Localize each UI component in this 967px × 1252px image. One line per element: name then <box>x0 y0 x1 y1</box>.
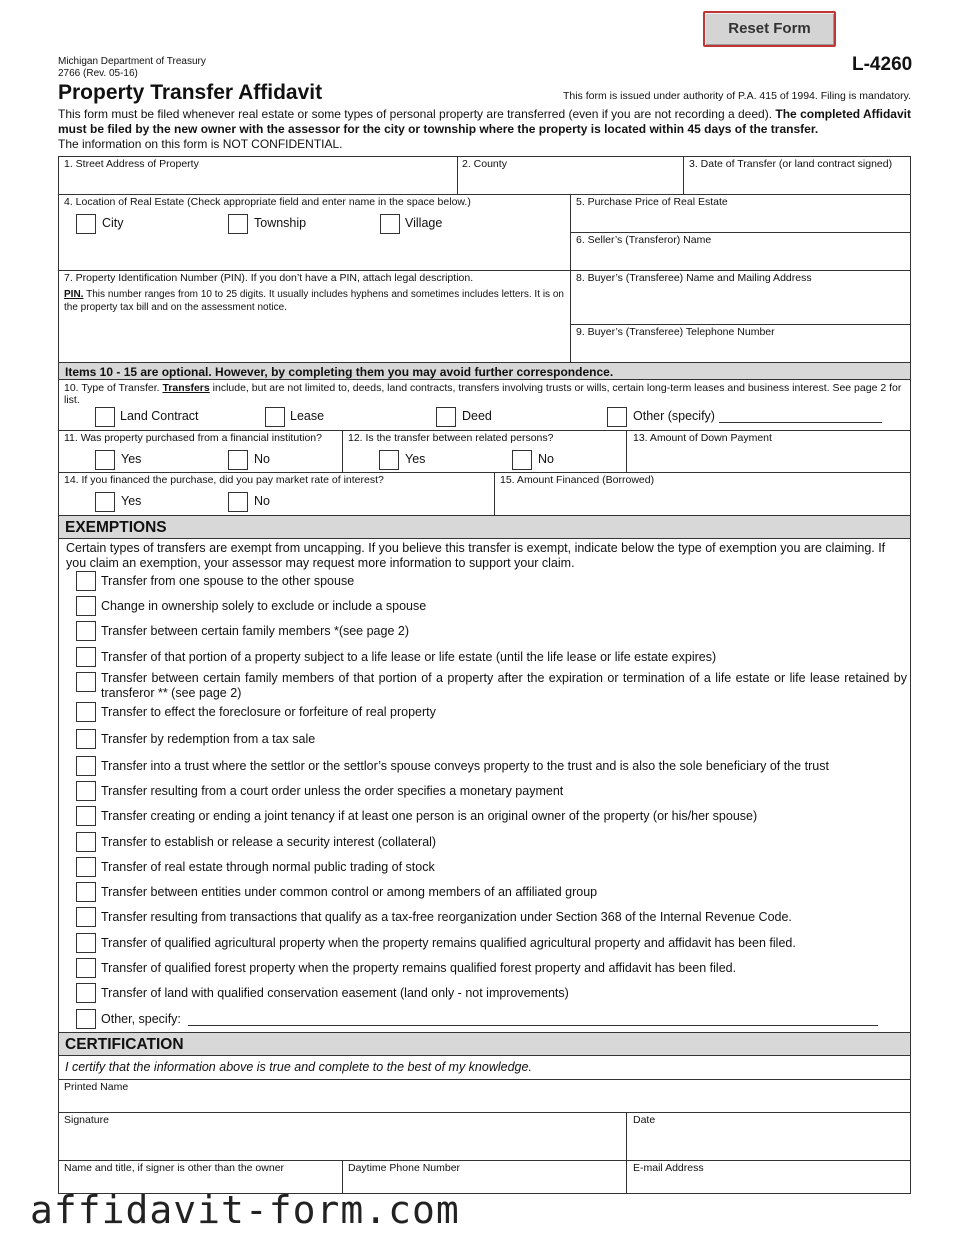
location-field <box>58 194 571 271</box>
printed-name-field[interactable] <box>58 1079 911 1113</box>
related-persons-no-label: No <box>538 452 554 466</box>
exemption-label-public-stock: Transfer of real estate through normal public trading of stock <box>101 860 435 874</box>
land-contract-checkbox[interactable] <box>95 407 115 427</box>
exemption-checkbox-joint-tenancy[interactable] <box>76 806 96 826</box>
lease-label: Lease <box>290 409 325 423</box>
intro-sentence-1: This form must be filed whenever real estate or some types of personal property are transferred (even if you are not recording a deed). <box>58 107 773 121</box>
village-checkbox[interactable] <box>380 214 400 234</box>
market-rate-label: 14. If you financed the purchase, did you pay market rate of interest? <box>64 474 384 486</box>
financial-institution-field <box>58 430 343 473</box>
other-transfer-checkbox[interactable] <box>607 407 627 427</box>
related-persons-field <box>342 430 627 473</box>
exemption-checkbox-foreclosure[interactable] <box>76 702 96 722</box>
exemption-checkbox-court-order[interactable] <box>76 781 96 801</box>
township-checkbox[interactable] <box>228 214 248 234</box>
market-rate-field <box>58 472 495 516</box>
purchase-price-field[interactable] <box>570 194 911 233</box>
street-address-field[interactable] <box>58 156 458 195</box>
exemption-checkbox-family[interactable] <box>76 621 96 641</box>
exemption-label-joint-tenancy: Transfer creating or ending a joint tenancy if at least one person is an original owner of the property (or his/her spouse) <box>101 809 758 823</box>
exemptions-band: EXEMPTIONS <box>58 515 911 539</box>
exemption-label-life-estate-expiry: Transfer between certain family members of that portion of a property after the expiration or termination of a life estate or life lease retained by transferor ** (see page 2) <box>101 671 907 700</box>
related-persons-no-checkbox[interactable] <box>512 450 532 470</box>
form-number: L-4260 <box>852 54 913 75</box>
exemption-checkbox-include-spouse[interactable] <box>76 596 96 616</box>
market-rate-no-checkbox[interactable] <box>228 492 248 512</box>
date-label: Date <box>633 1114 656 1126</box>
optional-items-band: Items 10 - 15 are optional. However, by completing them you may avoid further correspondence. <box>58 362 911 380</box>
certification-statement: I certify that the information above is true and complete to the best of my knowledge. <box>65 1060 532 1074</box>
location-label: 4. Location of Real Estate (Check appropriate field and enter name in the space below.) <box>64 196 471 208</box>
exemption-label-security-interest: Transfer to establish or release a security interest (collateral) <box>101 835 437 849</box>
village-label: Village <box>405 216 443 230</box>
intro-text <box>58 107 911 152</box>
exemption-label-common-control: Transfer between entities under common control or among members of an affiliated group <box>101 885 598 899</box>
financial-institution-no-checkbox[interactable] <box>228 450 248 470</box>
form-header-left <box>58 56 206 80</box>
transfer-type-label <box>64 382 907 406</box>
intro-sentence-2: The information on this form is NOT CONFIDENTIAL. <box>58 137 343 151</box>
exemption-label-court-order: Transfer resulting from a court order unless the order specifies a monetary payment <box>101 784 564 798</box>
buyer-name-label: 8. Buyer’s (Transferee) Name and Mailing Address <box>576 272 812 284</box>
date-field[interactable] <box>626 1112 911 1161</box>
pin-label: 7. Property Identification Number (PIN). If you don’t have a PIN, attach legal description. <box>64 272 474 284</box>
financial-institution-label: 11. Was property purchased from a financial institution? <box>64 432 322 444</box>
exemption-checkbox-tax-sale[interactable] <box>76 729 96 749</box>
city-checkbox[interactable] <box>76 214 96 234</box>
intro-bold-sentence: The completed Affidavit must be filed by the new owner with the assessor for the city or township where the property is located within 45 days of the transfer. <box>58 107 911 136</box>
printed-name-label: Printed Name <box>64 1081 129 1093</box>
exemption-label-life-lease: Transfer of that portion of a property subject to a life lease or life estate (until the life lease or life estate expires) <box>101 650 717 664</box>
amount-financed-label: 15. Amount Financed (Borrowed) <box>500 474 655 486</box>
land-contract-label: Land Contract <box>120 409 199 423</box>
deed-checkbox[interactable] <box>436 407 456 427</box>
amount-financed-field[interactable] <box>494 472 911 516</box>
site-watermark: affidavit-form.com <box>30 1188 460 1232</box>
exemption-label-tax-sale: Transfer by redemption from a tax sale <box>101 732 316 746</box>
related-persons-yes-checkbox[interactable] <box>379 450 399 470</box>
related-persons-label: 12. Is the transfer between related persons? <box>348 432 554 444</box>
exemption-label-other: Other, specify: <box>101 1012 181 1026</box>
pin-tag: PIN. <box>64 289 84 300</box>
other-transfer-label: Other (specify) <box>633 409 715 423</box>
buyer-name-field[interactable] <box>570 270 911 325</box>
exemption-label-include-spouse: Change in ownership solely to exclude or include a spouse <box>101 599 427 613</box>
exemption-checkbox-life-estate-expiry[interactable] <box>76 672 96 692</box>
certification-band: CERTIFICATION <box>58 1032 911 1056</box>
seller-name-label: 6. Seller’s (Transferor) Name <box>576 234 712 246</box>
exemption-checkbox-reorganization[interactable] <box>76 907 96 927</box>
exemption-checkbox-agricultural[interactable] <box>76 933 96 953</box>
pin-field[interactable] <box>58 270 571 363</box>
exemption-checkbox-conservation[interactable] <box>76 983 96 1003</box>
page-title: Property Transfer Affidavit <box>58 81 323 104</box>
pin-note-text: This number ranges from 10 to 25 digits. It usually includes hyphens and sometimes includes letters. It is on the property tax bill and on the assessment notice. <box>64 289 564 313</box>
exemption-checkbox-spouse[interactable] <box>76 571 96 591</box>
reset-form-button[interactable]: Reset Form <box>703 11 836 47</box>
exemption-checkbox-life-lease[interactable] <box>76 647 96 667</box>
deed-label: Deed <box>462 409 492 423</box>
exemption-label-reorganization: Transfer resulting from transactions that qualify as a tax-free reorganization under Section 368 of the Internal Revenue Code. <box>101 910 792 924</box>
daytime-phone-label: Daytime Phone Number <box>348 1162 461 1174</box>
exemption-label-agricultural: Transfer of qualified agricultural property when the property remains qualified agricultural property and affidavit has been filed. <box>101 936 796 950</box>
exemption-checkbox-other[interactable] <box>76 1009 96 1029</box>
financial-institution-no-label: No <box>254 452 270 466</box>
exemption-checkbox-trust[interactable] <box>76 756 96 776</box>
exemption-label-family: Transfer between certain family members *(see page 2) <box>101 624 410 638</box>
down-payment-field[interactable] <box>626 430 911 473</box>
exemption-label-trust: Transfer into a trust where the settlor or the settlor’s spouse conveys property to the trust and is also the sole beneficiary of the trust <box>101 759 829 773</box>
buyer-phone-label: 9. Buyer’s (Transferee) Telephone Number <box>576 326 775 338</box>
market-rate-yes-label: Yes <box>121 494 142 508</box>
exemption-label-spouse: Transfer from one spouse to the other spouse <box>101 574 355 588</box>
exemption-checkbox-public-stock[interactable] <box>76 857 96 877</box>
market-rate-no-label: No <box>254 494 270 508</box>
down-payment-label: 13. Amount of Down Payment <box>633 432 772 444</box>
market-rate-yes-checkbox[interactable] <box>95 492 115 512</box>
city-label: City <box>102 216 124 230</box>
transfer-type-prefix: 10. Type of Transfer. <box>64 382 160 394</box>
transfer-type-field <box>58 379 911 431</box>
email-field[interactable] <box>626 1160 911 1194</box>
financial-institution-yes-label: Yes <box>121 452 142 466</box>
township-label: Township <box>254 216 307 230</box>
financial-institution-yes-checkbox[interactable] <box>95 450 115 470</box>
street-address-label: 1. Street Address of Property <box>64 158 199 170</box>
purchase-price-label: 5. Purchase Price of Real Estate <box>576 196 728 208</box>
revision-number: 2766 (Rev. 05-16) <box>58 68 138 79</box>
exemption-checkbox-common-control[interactable] <box>76 882 96 902</box>
other-transfer-input[interactable] <box>719 422 882 423</box>
date-of-transfer-field[interactable] <box>683 156 911 195</box>
signature-field[interactable] <box>58 1112 627 1161</box>
exemptions-intro: Certain types of transfers are exempt from uncapping. If you believe this transfer is exempt, indicate below the type of exemption you are claiming. If you claim an exemption, your assessor may request more information to support your claim. <box>66 541 886 570</box>
county-field[interactable] <box>457 156 684 195</box>
email-label: E-mail Address <box>633 1162 704 1174</box>
exemption-label-conservation: Transfer of land with qualified conservation easement (land only - not improvements) <box>101 986 569 1000</box>
buyer-phone-field[interactable] <box>570 324 911 363</box>
department-name: Michigan Department of Treasury <box>58 56 206 67</box>
exemption-label-forest: Transfer of qualified forest property when the property remains qualified forest property and affidavit has been filed. <box>101 961 737 975</box>
pin-note <box>64 288 564 314</box>
county-label: 2. County <box>462 158 507 170</box>
name-title-label: Name and title, if signer is other than the owner <box>64 1162 285 1174</box>
exemption-checkbox-forest[interactable] <box>76 958 96 978</box>
transfers-term: Transfers <box>162 382 210 394</box>
exemption-checkbox-security-interest[interactable] <box>76 832 96 852</box>
related-persons-yes-label: Yes <box>405 452 426 466</box>
lease-checkbox[interactable] <box>265 407 285 427</box>
date-of-transfer-label: 3. Date of Transfer (or land contract signed) <box>689 158 893 170</box>
authority-note: This form is issued under authority of P.A. 415 of 1994. Filing is mandatory. <box>562 90 911 102</box>
certification-statement-row <box>58 1055 911 1080</box>
seller-name-field[interactable] <box>570 232 911 271</box>
transfer-type-description: include, but are not limited to, deeds, land contracts, transfers involving trusts or wills, certain long-term leases and business interest. See page 2 for list. <box>64 382 902 406</box>
signature-label: Signature <box>64 1114 109 1126</box>
exemption-label-foreclosure: Transfer to effect the foreclosure or forfeiture of real property <box>101 705 436 719</box>
exemption-other-input[interactable] <box>188 1025 878 1026</box>
